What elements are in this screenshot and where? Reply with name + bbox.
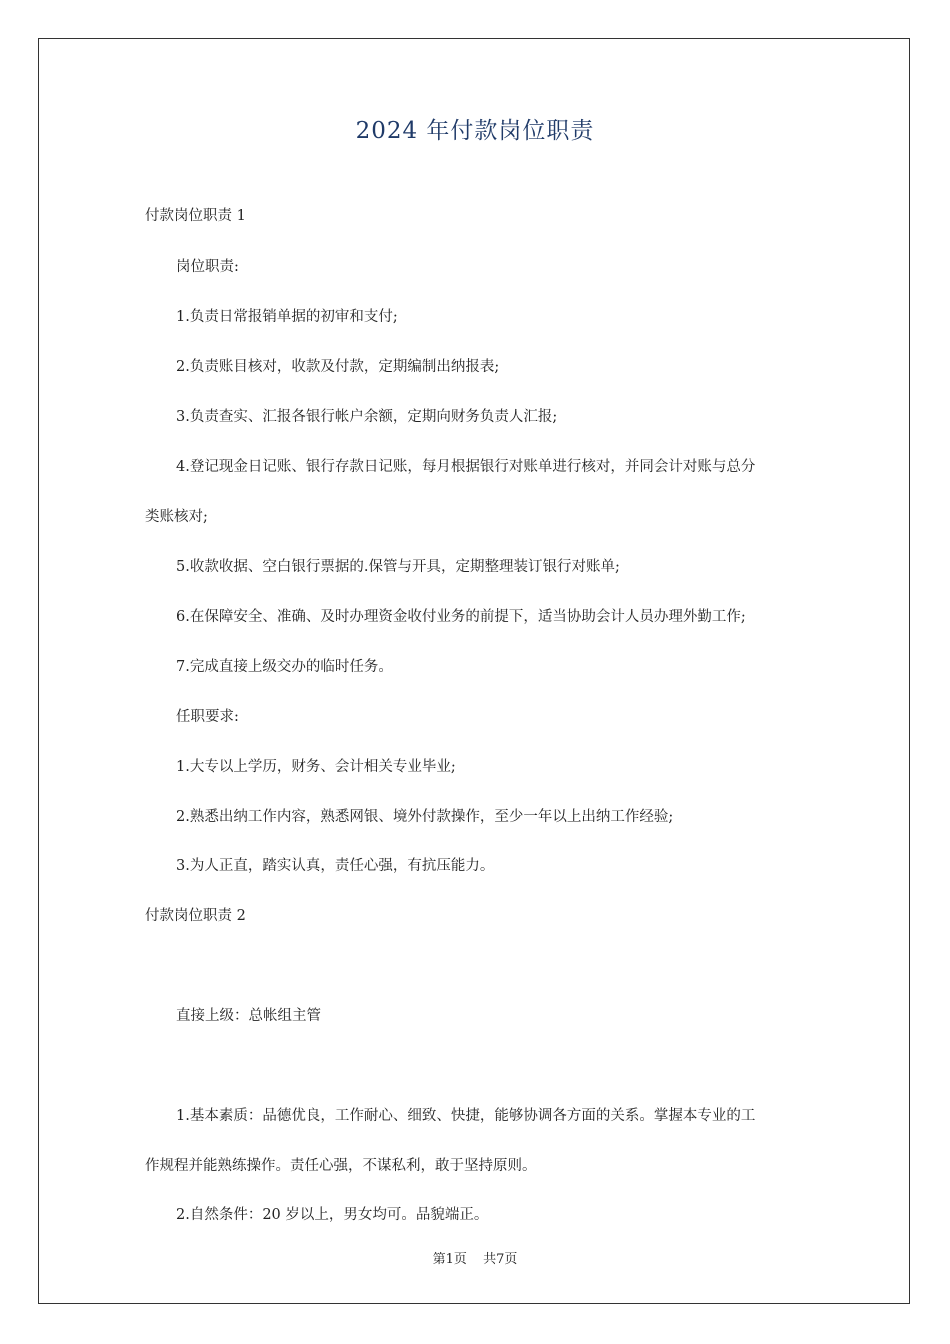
duty-item-2: 2.负责账目核对，收款及付款，定期编制出纳报表; (176, 359, 500, 375)
duty-item-3: 3.负责查实、汇报各银行帐户余额，定期向财务负责人汇报; (176, 409, 558, 425)
requirement-item-3: 3.为人正直，踏实认真，责任心强，有抗压能力。 (176, 858, 495, 874)
document-title: 2024 年付款岗位职责 (355, 118, 595, 144)
subheading-requirements: 任职要求: (176, 709, 239, 725)
duty-item-1: 1.负责日常报销单据的初审和支付; (176, 309, 398, 325)
quality-item-2: 2.自然条件：20 岁以上，男女均可。品貌端正。 (176, 1207, 489, 1223)
page-total: 共7页 (483, 1252, 518, 1267)
duty-item-7: 7.完成直接上级交办的临时任务。 (176, 659, 393, 675)
page-footer (0, 1248, 950, 1267)
requirement-item-2: 2.熟悉出纳工作内容，熟悉网银、境外付款操作，至少一年以上出纳工作经验; (176, 809, 674, 825)
duty-item-4: 4.登记现金日记账、银行存款日记账，每月根据银行对账单进行核对，并同会计对账与总分 (176, 459, 756, 475)
duty-item-5: 5.收款收据、空白银行票据的.保管与开具，定期整理装订银行对账单; (176, 559, 620, 575)
quality-item-1-continued: 作规程并能熟练操作。责任心强，不谋私利，敢于坚持原则。 (145, 1158, 537, 1174)
duty-item-6: 6.在保障安全、准确、及时办理资金收付业务的前提下，适当协助会计人员办理外勤工作; (176, 609, 746, 625)
requirement-item-1: 1.大专以上学历，财务、会计相关专业毕业; (176, 759, 456, 775)
section-heading-1: 付款岗位职责 1 (145, 208, 246, 224)
subheading-duties: 岗位职责: (176, 259, 239, 275)
section-heading-2: 付款岗位职责 2 (145, 908, 246, 924)
duty-item-4-continued: 类账核对; (145, 509, 208, 525)
quality-item-1: 1.基本素质：品德优良，工作耐心、细致、快捷，能够协调各方面的关系。掌握本专业的工 (176, 1108, 756, 1124)
direct-supervisor: 直接上级：总帐组主管 (176, 1008, 321, 1024)
page-number: 第1页 (432, 1252, 467, 1267)
